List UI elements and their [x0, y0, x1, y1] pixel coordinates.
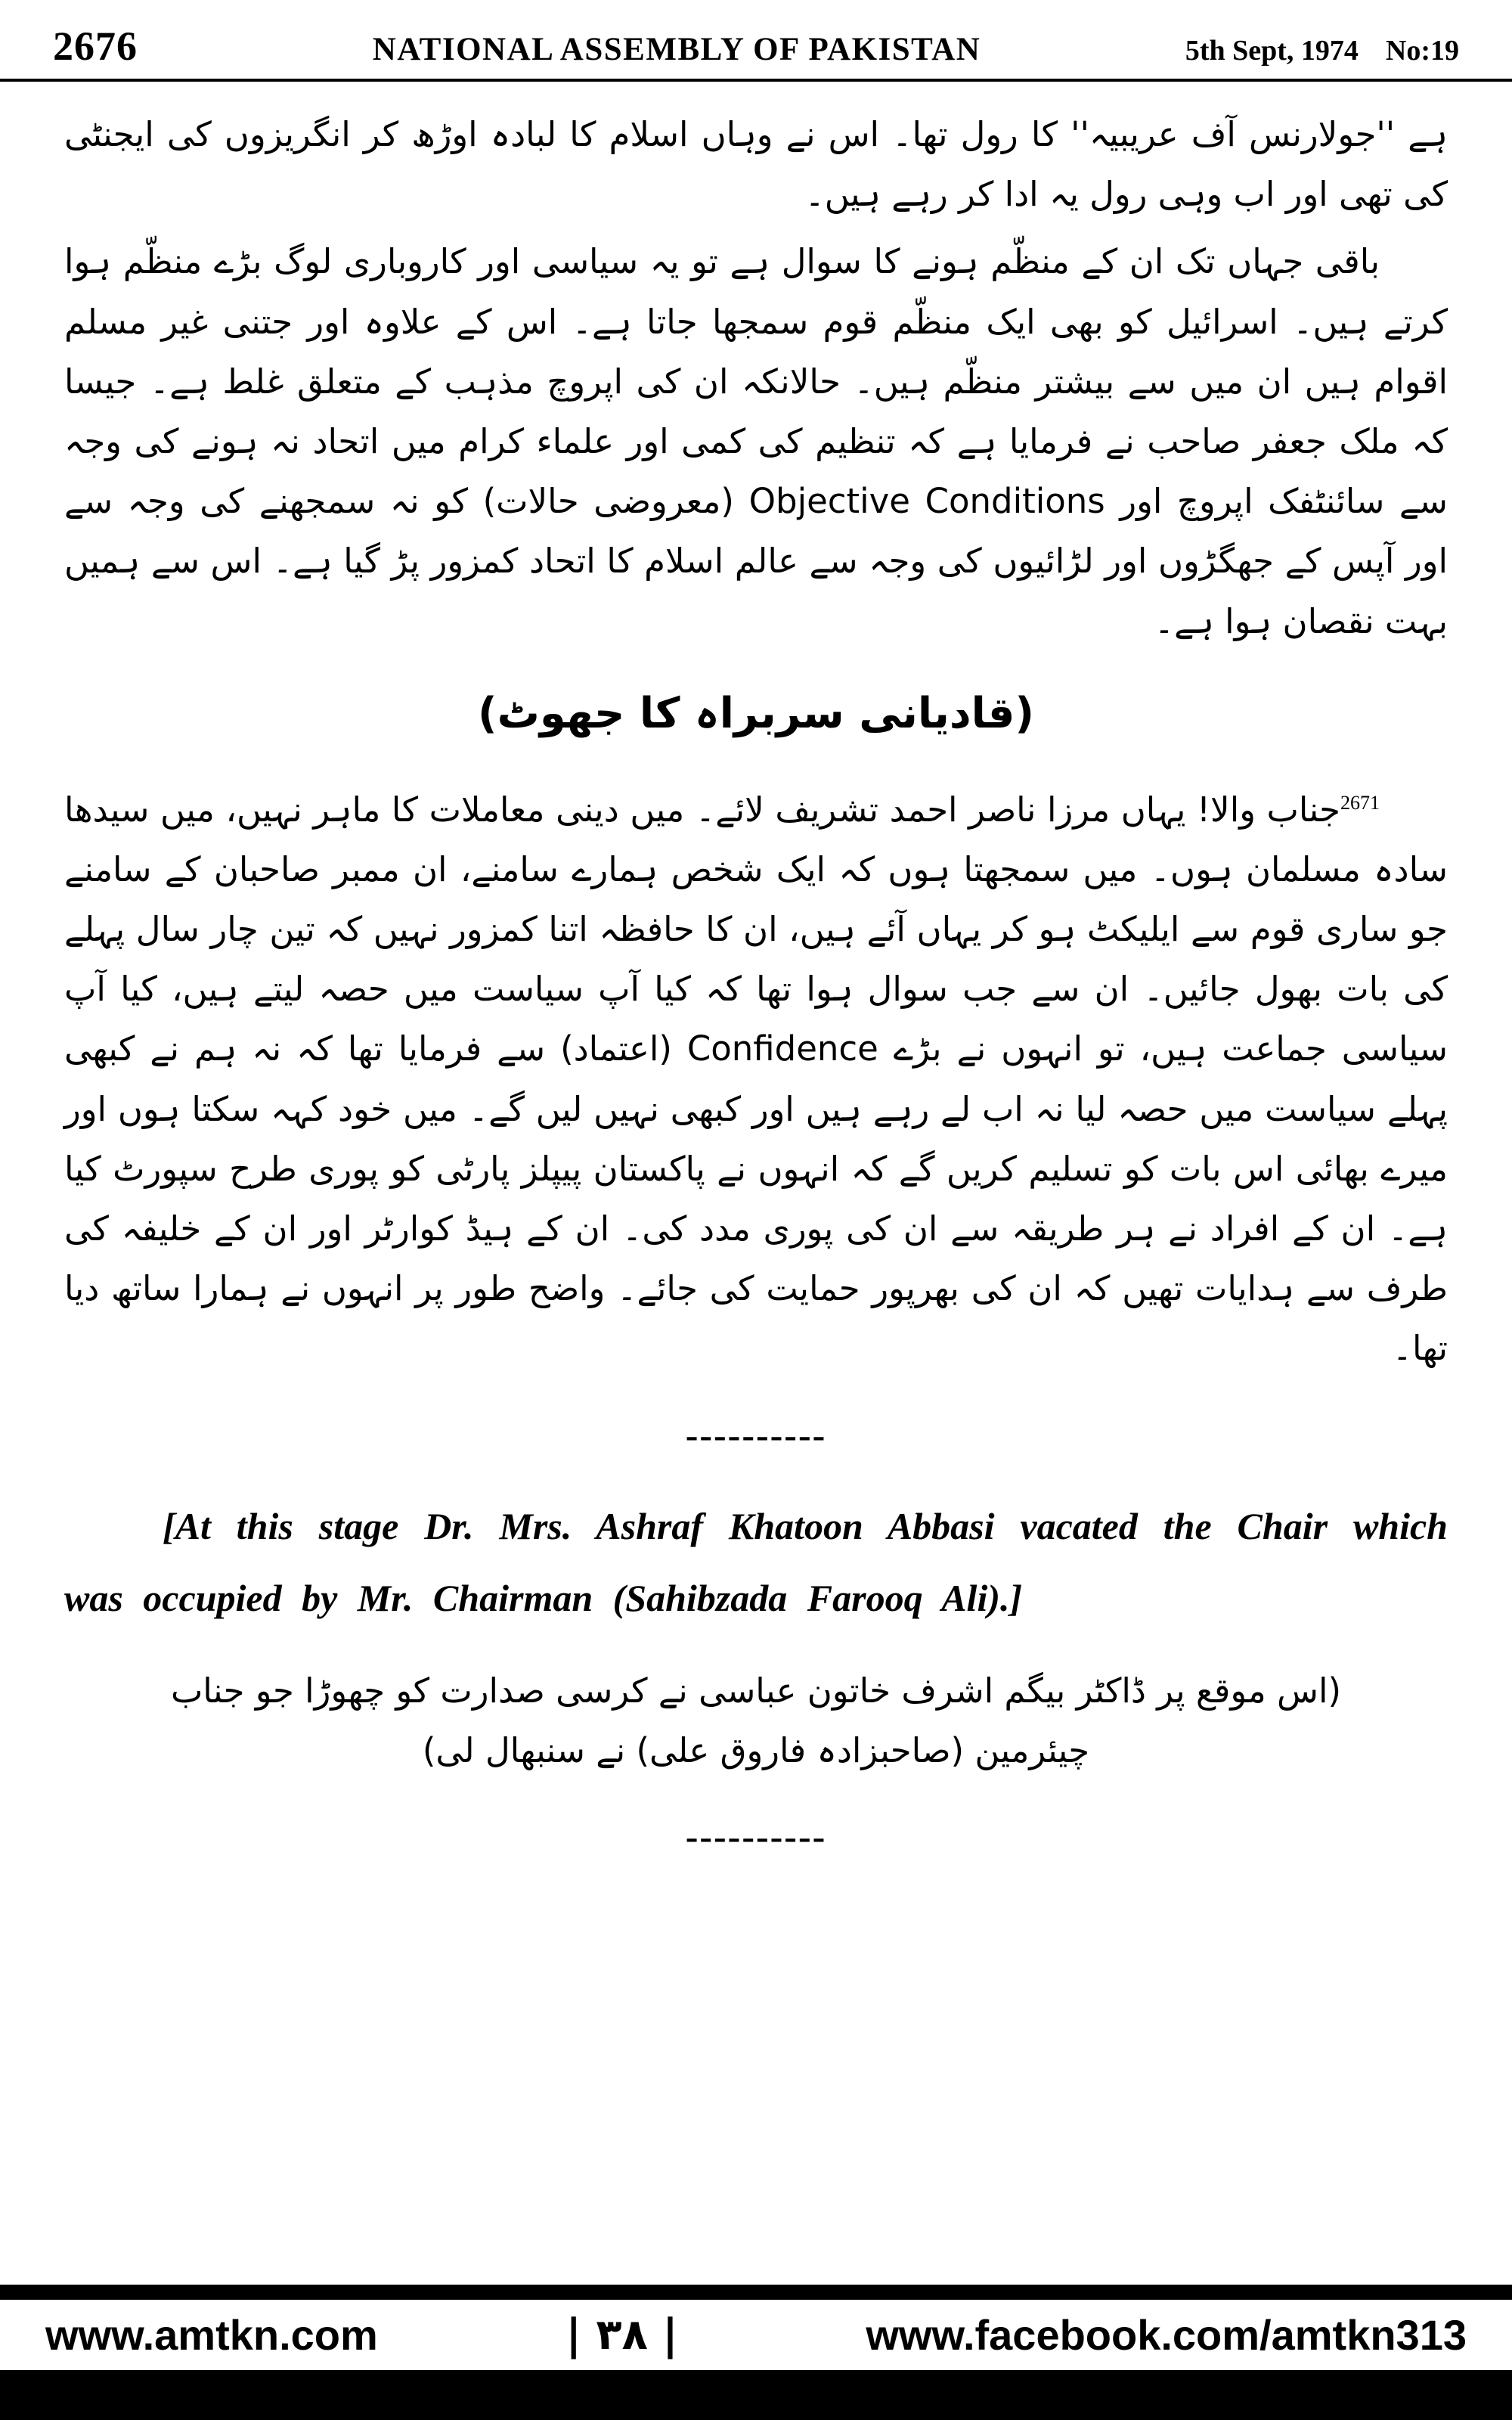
header-title: NATIONAL ASSEMBLY OF PAKISTAN — [372, 32, 981, 67]
header-meta — [1134, 34, 1459, 67]
footer-text-row — [0, 2300, 1512, 2370]
section-heading: (قادیانی سربراہ کا جھوٹ) — [478, 688, 1034, 738]
header-issue-number: No:19 — [1385, 35, 1459, 67]
footer-rule-bottom — [0, 2370, 1512, 2420]
separator-top: ---------- — [685, 1413, 827, 1456]
urdu-paragraph-3-text: جناب والا! یہاں مرزا ناصر احمد تشریف لائے۔ میں دینی معاملات کا ماہر نہیں، میں سیدھا سادہ مسلمان ہوں۔ میں سمجھتا ہوں کہ ایک شخص ہمارے سامنے، ان ممبر صاحبان کے سامنے جو ساری قوم سے ایلیکٹ ہو کر یہاں آئے ہیں، ان کا حافظہ اتنا کمزور نہیں کہ تین چار سال پہلے کی بات بھول جائیں۔ ان سے جب سوال ہوا تھا کہ کیا آپ سیاست میں حصہ لیتے ہیں، کیا آپ سیاسی جماعت ہیں، تو انہوں نے بڑے Confidence (اعتماد) سے فرمایا تھا کہ نہ ہم نے کبھی پہلے سیاست میں حصہ لیا نہ اب لے رہے ہیں اور کبھی نہیں لیں گے۔ میں خود کہہ سکتا ہوں اور میرے بھائی اس بات کو تسلیم کریں گے کہ انہوں نے پاکستان پیپلز پارٹی کو پوری طرح سپورٹ کیا ہے۔ ان کے افراد نے ہر طریقہ سے ان کی پوری مدد کی۔ ان کے ہیڈ کوارٹر اور ان کے خلیفہ کی طرف سے ہدایات تھیں کہ ان کی بھرپور حمایت کی جائے۔ واضح طور پر انہوں نے ہمارا ساتھ دیا تھا۔ — [64, 789, 1448, 1369]
page-number: 2676 — [53, 23, 138, 69]
urdu-paragraph-1: ہے ''جولارنس آف عریبیہ'' کا رول تھا۔ اس نے وہاں اسلام کا لبادہ اوڑھ کر انگریزوں کی ایجنٹی کی تھی اور اب وہی رول یہ ادا کر رہے ہیں۔ — [64, 114, 1448, 215]
page-body — [0, 82, 1512, 1858]
urdu-paragraph-3 — [64, 780, 1448, 1379]
footer-page-number-urdu: | ۳۸ | — [565, 2310, 678, 2360]
footer-website-url: www.amtkn.com — [45, 2311, 378, 2359]
footer-facebook-url: www.facebook.com/amtkn313 — [866, 2311, 1467, 2359]
header-date: 5th Sept, 1974 — [1185, 35, 1359, 67]
urdu-paragraph-2: باقی جہاں تک ان کے منظّم ہونے کا سوال ہے تو یہ سیاسی اور کاروباری لوگ بڑے منظّم ہوا کرتے ہیں۔ اسرائیل کو بھی ایک منظّم قوم سمجھا جاتا ہے۔ اس کے علاوہ اور جتنی غیر مسلم اقوام ہیں ان میں سے بیشتر منظّم ہیں۔ حالانکہ ان کی اپروچ مذہب کے متعلق غلط ہے۔ جیسا کہ ملک جعفر صاحب نے فرمایا ہے کہ تنظیم کی کمی اور علماء کرام میں اتحاد نہ ہونے کی وجہ سے سائنٹفک اپروچ اور Objective Conditions (معروضی حالات) کو نہ سمجھنے کی وجہ سے اور آپس کے جھگڑوں اور لڑائیوں کی وجہ سے عالم اسلام کا اتحاد کمزور پڑ گیا ہے۔ اس سے ہمیں بہت نقصان ہوا ہے۔ — [64, 241, 1448, 641]
page-footer — [0, 2285, 1512, 2420]
urdu-stage-note: (اس موقع پر ڈاکٹر بیگم اشرف خاتون عباسی نے کرسی صدارت کو چھوڑا جو جناب چیئرمین (صاحبزادہ فاروق علی) نے سنبھال لی) — [170, 1670, 1342, 1770]
footnote-marker: 2671 — [1340, 791, 1380, 814]
page-header — [0, 0, 1512, 79]
footer-rule-top — [0, 2285, 1512, 2300]
english-stage-note: [At this stage Dr. Mrs. Ashraf Khatoon Abbasi vacated the Chair which was occupied by Mr. Chairman (Sahibzada Farooq Ali).] — [64, 1504, 1448, 1619]
separator-bottom: ---------- — [685, 1814, 827, 1857]
